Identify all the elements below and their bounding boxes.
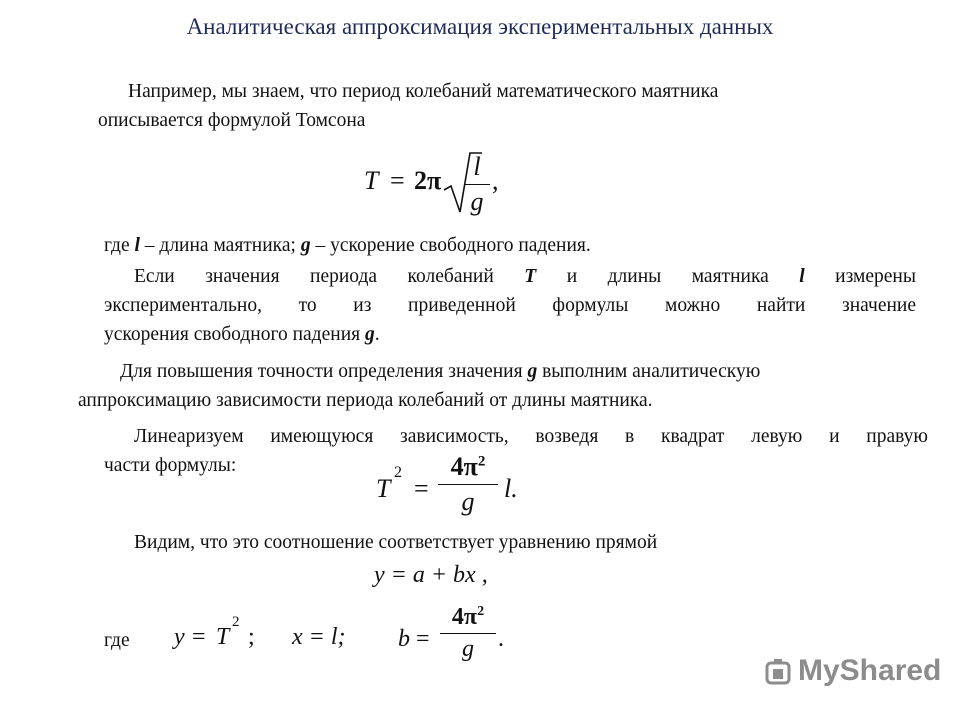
where-pre: где [104,235,135,256]
formula-y-eq: = [192,624,206,650]
para3-g: g [527,361,538,382]
formula2-num-exp: 2 [477,453,486,470]
formula-thomson-den: g [470,187,484,216]
formula-y-rhs: T [216,624,230,650]
formula-thomson [364,150,504,220]
formula-x-def: x = l; [292,624,346,650]
para3-line-2: аппроксимацию зависимости периода колебаний от длины маятника. [78,390,653,411]
formula-y-def [174,614,274,660]
formula-thomson-coef: 2π [414,166,442,195]
where2-label: где [104,630,130,651]
para4-line-1: Линеаризуем имеющуюся зависимость, возведя в квадрат левую и правую [134,426,928,447]
para3-l1-pre: Для повышения точности определения значения [120,361,528,382]
formula-thomson-lhs: T [364,166,379,195]
where-line [104,231,591,260]
formula-line-equation: y = a + bx , [374,562,488,588]
formula2-fraction [438,452,498,517]
para2-T: T [524,266,537,287]
where-mid: – длина маятника; [139,235,301,256]
para2-line-2: экспериментально, то из приведенной формулы можно найти значение [104,295,916,316]
formula-b-num-coef: 4π [451,604,478,630]
para2-l3-post: . [374,324,380,345]
formula2-lhs-exp: 2 [394,464,402,481]
formula-b-def [398,602,518,680]
where-l: l [134,235,140,256]
formula-b-den: g [462,636,474,662]
formula-b-lhs: b [398,626,410,652]
para3-line-1 [120,357,760,386]
formula2-num [438,452,498,485]
para2-l1-post: измерены [804,266,916,287]
formula-thomson-eq: = [390,166,405,195]
para4-line-2: части формулы: [104,455,237,476]
formula-b-fraction [440,604,496,663]
para2-l1-mid: и длины маятника [536,266,800,287]
formula2-den: g [461,487,475,516]
formula2-tail: l. [504,474,518,503]
formula-linearized [376,452,536,530]
para2-l3-pre: ускорения свободного падения [104,324,365,345]
formula-thomson-fraction [464,152,490,217]
formula-y-exp: 2 [232,614,240,630]
myshared-logo [764,652,942,696]
formula-b-num [440,604,496,634]
formula-b-tail: . [498,626,504,652]
intro-line-2: описывается формулой Томсона [98,110,366,131]
para2-l: l [799,266,805,287]
para2-line-3 [104,320,380,349]
formula2-lhs: T [376,474,391,503]
formula2-eq: = [414,474,429,503]
where-g: g [300,235,311,256]
para5: Видим, что это соотношение соответствует уравнению прямой [134,532,658,553]
formula-y-tail: ; [248,624,255,650]
intro-line-1: Например, мы знаем, что период колебаний математического маятника [128,81,719,102]
formula-y-lhs: y [174,624,185,650]
para2-l1-pre: Если значения периода колебаний [134,266,525,287]
para3-l1-post: выполним аналитическую [537,361,761,382]
formula-thomson-comma: , [492,166,499,195]
formula-b-eq: = [416,626,430,652]
slide-title: Аналитическая аппроксимация экспериментальных данных [186,14,774,39]
myshared-logo-text: MyShared [798,654,942,687]
para2-g: g [364,324,375,345]
formula2-num-coef: 4π [450,452,478,481]
myshared-logo-icon [764,658,796,688]
where-post: – ускорение свободного падения. [310,235,591,256]
para2-line-1 [104,262,916,291]
formula-thomson-num: l [464,152,490,185]
formula-b-num-exp: 2 [477,604,485,619]
